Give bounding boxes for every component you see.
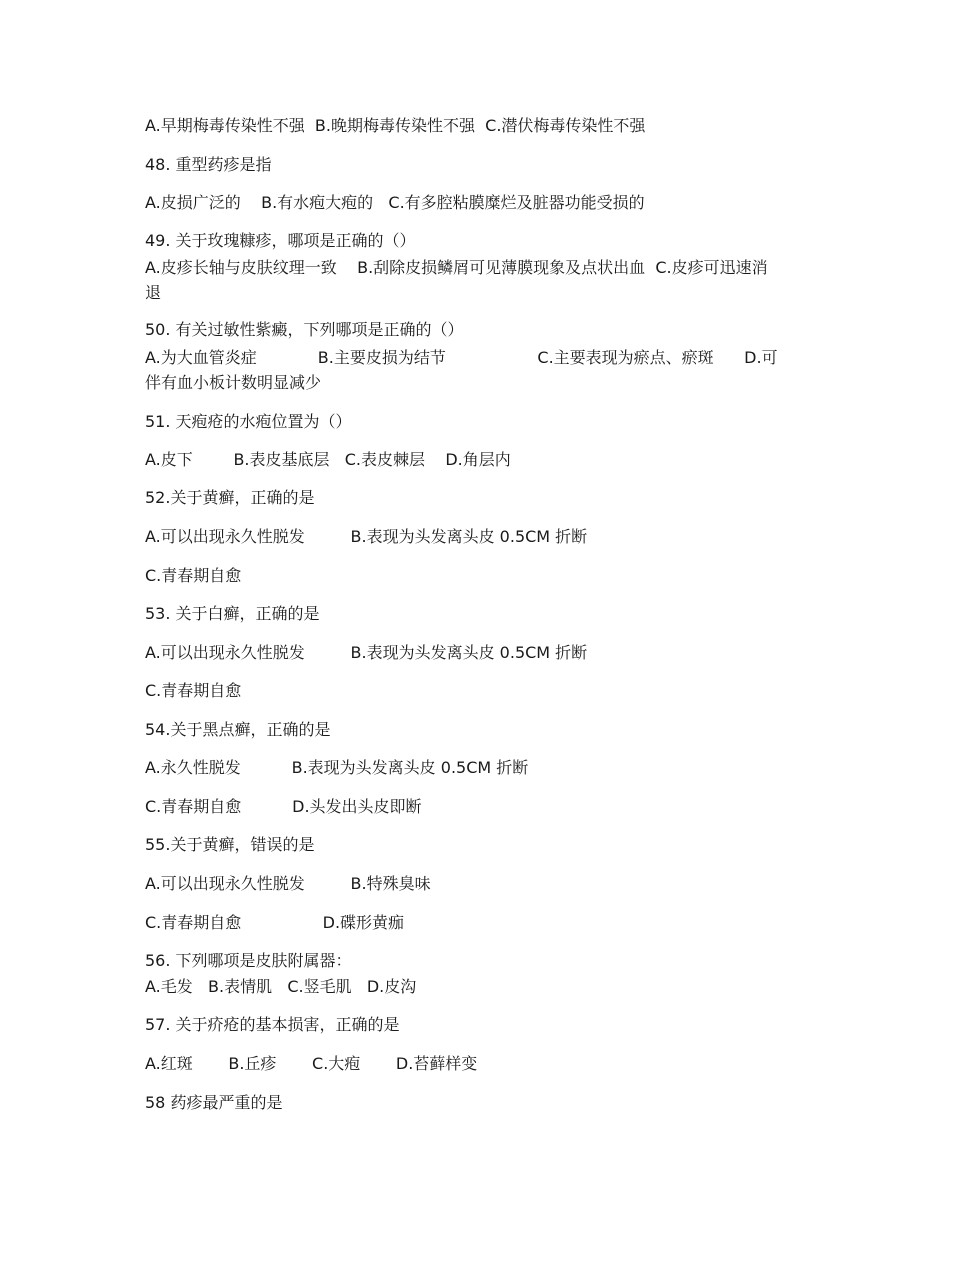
question-52: 52.关于黄癣，正确的是 — [145, 488, 315, 507]
option-line-55: A.可以出现永久性脱发 B.特殊臭味 — [145, 874, 431, 893]
option-line-52: A.可以出现永久性脱发 B.表现为头发离头皮 0.5CM 折断 — [145, 527, 588, 546]
question-55: 55.关于黄癣，错误的是 — [145, 835, 315, 854]
question-51: 51. 天疱疮的水疱位置为（） — [145, 412, 352, 431]
option-line-49-cont: 退 — [145, 283, 162, 302]
question-58: 58 药疹最严重的是 — [145, 1093, 283, 1112]
question-57: 57. 关于疥疮的基本损害，正确的是 — [145, 1015, 400, 1034]
option-line-50-cont: 伴有血小板计数明显减少 — [145, 373, 322, 392]
question-48: 48. 重型药疹是指 — [145, 155, 272, 174]
question-49: 49. 关于玫瑰糠疹，哪项是正确的（） — [145, 231, 416, 250]
option-line-53-cont: C.青春期自愈 — [145, 681, 242, 700]
question-54: 54.关于黑点癣，正确的是 — [145, 720, 331, 739]
option-line-47: A.早期梅毒传染性不强 B.晚期梅毒传染性不强 C.潜伏梅毒传染性不强 — [145, 116, 646, 135]
option-line-50: A.为大血管炎症 B.主要皮损为结节 C.主要表现为瘀点、瘀斑 D.可 — [145, 348, 778, 367]
question-53: 53. 关于白癣，正确的是 — [145, 604, 320, 623]
option-line-54-cont: C.青春期自愈 D.头发出头皮即断 — [145, 797, 422, 816]
option-line-51: A.皮下 B.表皮基底层 C.表皮棘层 D.角层内 — [145, 450, 511, 469]
option-line-48: A.皮损广泛的 B.有水疱大疱的 C.有多腔粘膜糜烂及脏器功能受损的 — [145, 193, 645, 212]
option-line-55-cont: C.青春期自愈 D.碟形黄痂 — [145, 913, 405, 932]
question-50: 50. 有关过敏性紫癜，下列哪项是正确的（） — [145, 320, 464, 339]
option-line-53: A.可以出现永久性脱发 B.表现为头发离头皮 0.5CM 折断 — [145, 643, 588, 662]
question-56: 56. 下列哪项是皮肤附属器： — [145, 951, 352, 970]
option-line-56: A.毛发 B.表情肌 C.竖毛肌 D.皮沟 — [145, 977, 417, 996]
option-line-49: A.皮疹长轴与皮肤纹理一致 B.刮除皮损鳞屑可见薄膜现象及点状出血 C.皮疹可迅速消 — [145, 258, 768, 277]
option-line-54: A.永久性脱发 B.表现为头发离头皮 0.5CM 折断 — [145, 758, 529, 777]
option-line-57: A.红斑 B.丘疹 C.大疱 D.苔藓样变 — [145, 1054, 478, 1073]
option-line-52-cont: C.青春期自愈 — [145, 566, 242, 585]
